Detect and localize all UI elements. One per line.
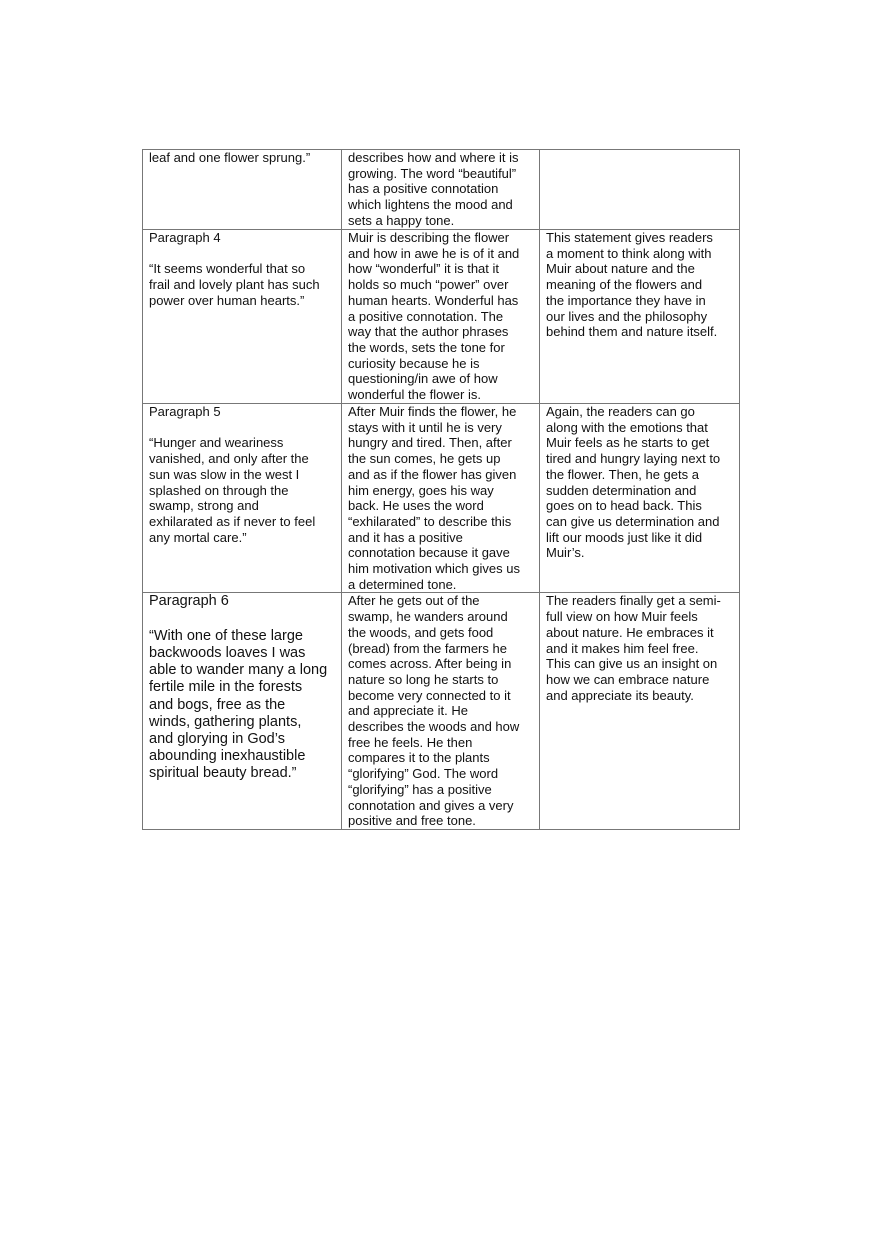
effect-cell: This statement gives readers a moment to think along with Muir about nature and the meaning of the flowers and the importance they have in our lives and the philosophy behind them and nature itself. bbox=[540, 230, 740, 404]
effect-cell: Again, the readers can go along with the emotions that Muir feels as he starts to get tired and hungry laying next to the flower. Then, he gets a sudden determination and goes on to head back. This can give us determination and lift our moods just like it did Muir’s. bbox=[540, 404, 740, 593]
analysis-cell: After Muir finds the flower, he stays with it until he is very hungry and tired. Then, after the sun comes, he gets up and as if the flower has given him energy, goes his way back. He uses the word “exhilarated” to describe this and it has a positive connotation because it gave him motivation which gives us a determined tone. bbox=[342, 404, 540, 593]
table-row bbox=[143, 230, 740, 404]
table-row bbox=[143, 593, 740, 830]
table-row bbox=[143, 404, 740, 593]
quote-cell: Paragraph 4 “It seems wonderful that so frail and lovely plant has such power over human hearts.” bbox=[143, 230, 342, 404]
effect-cell: The readers finally get a semi- full view on how Muir feels about nature. He embraces it and it makes him feel free. This can give us an insight on how we can embrace nature and appreciate its beauty. bbox=[540, 593, 740, 830]
quote-cell: Paragraph 6 “With one of these large backwoods loaves I was able to wander many a long fertile mile in the forests and bogs, free as the winds, gathering plants, and glorying in God’s abounding inexhaustible spiritual beauty bread.” bbox=[143, 593, 342, 830]
analysis-cell: After he gets out of the swamp, he wanders around the woods, and gets food (bread) from the farmers he comes across. After being in nature so long he starts to become very connected to it and appreciate it. He describes the woods and how free he feels. He then compares it to the plants “glorifying” God. The word “glorifying” has a positive connotation and gives a very positive and free tone. bbox=[342, 593, 540, 830]
quote-cell: leaf and one flower sprung.” bbox=[143, 150, 342, 230]
analysis-cell: describes how and where it is growing. The word “beautiful” has a positive connotation which lightens the mood and sets a happy tone. bbox=[342, 150, 540, 230]
analysis-table bbox=[142, 149, 740, 830]
effect-cell bbox=[540, 150, 740, 230]
quote-cell: Paragraph 5 “Hunger and weariness vanished, and only after the sun was slow in the west I splashed on through the swamp, strong and exhilarated as if never to feel any mortal care.” bbox=[143, 404, 342, 593]
table-row bbox=[143, 150, 740, 230]
analysis-cell: Muir is describing the flower and how in awe he is of it and how “wonderful” it is that it holds so much “power” over human hearts. Wonderful has a positive connotation. The way that the author phrases the words, sets the tone for curiosity because he is questioning/in awe of how wonderful the flower is. bbox=[342, 230, 540, 404]
